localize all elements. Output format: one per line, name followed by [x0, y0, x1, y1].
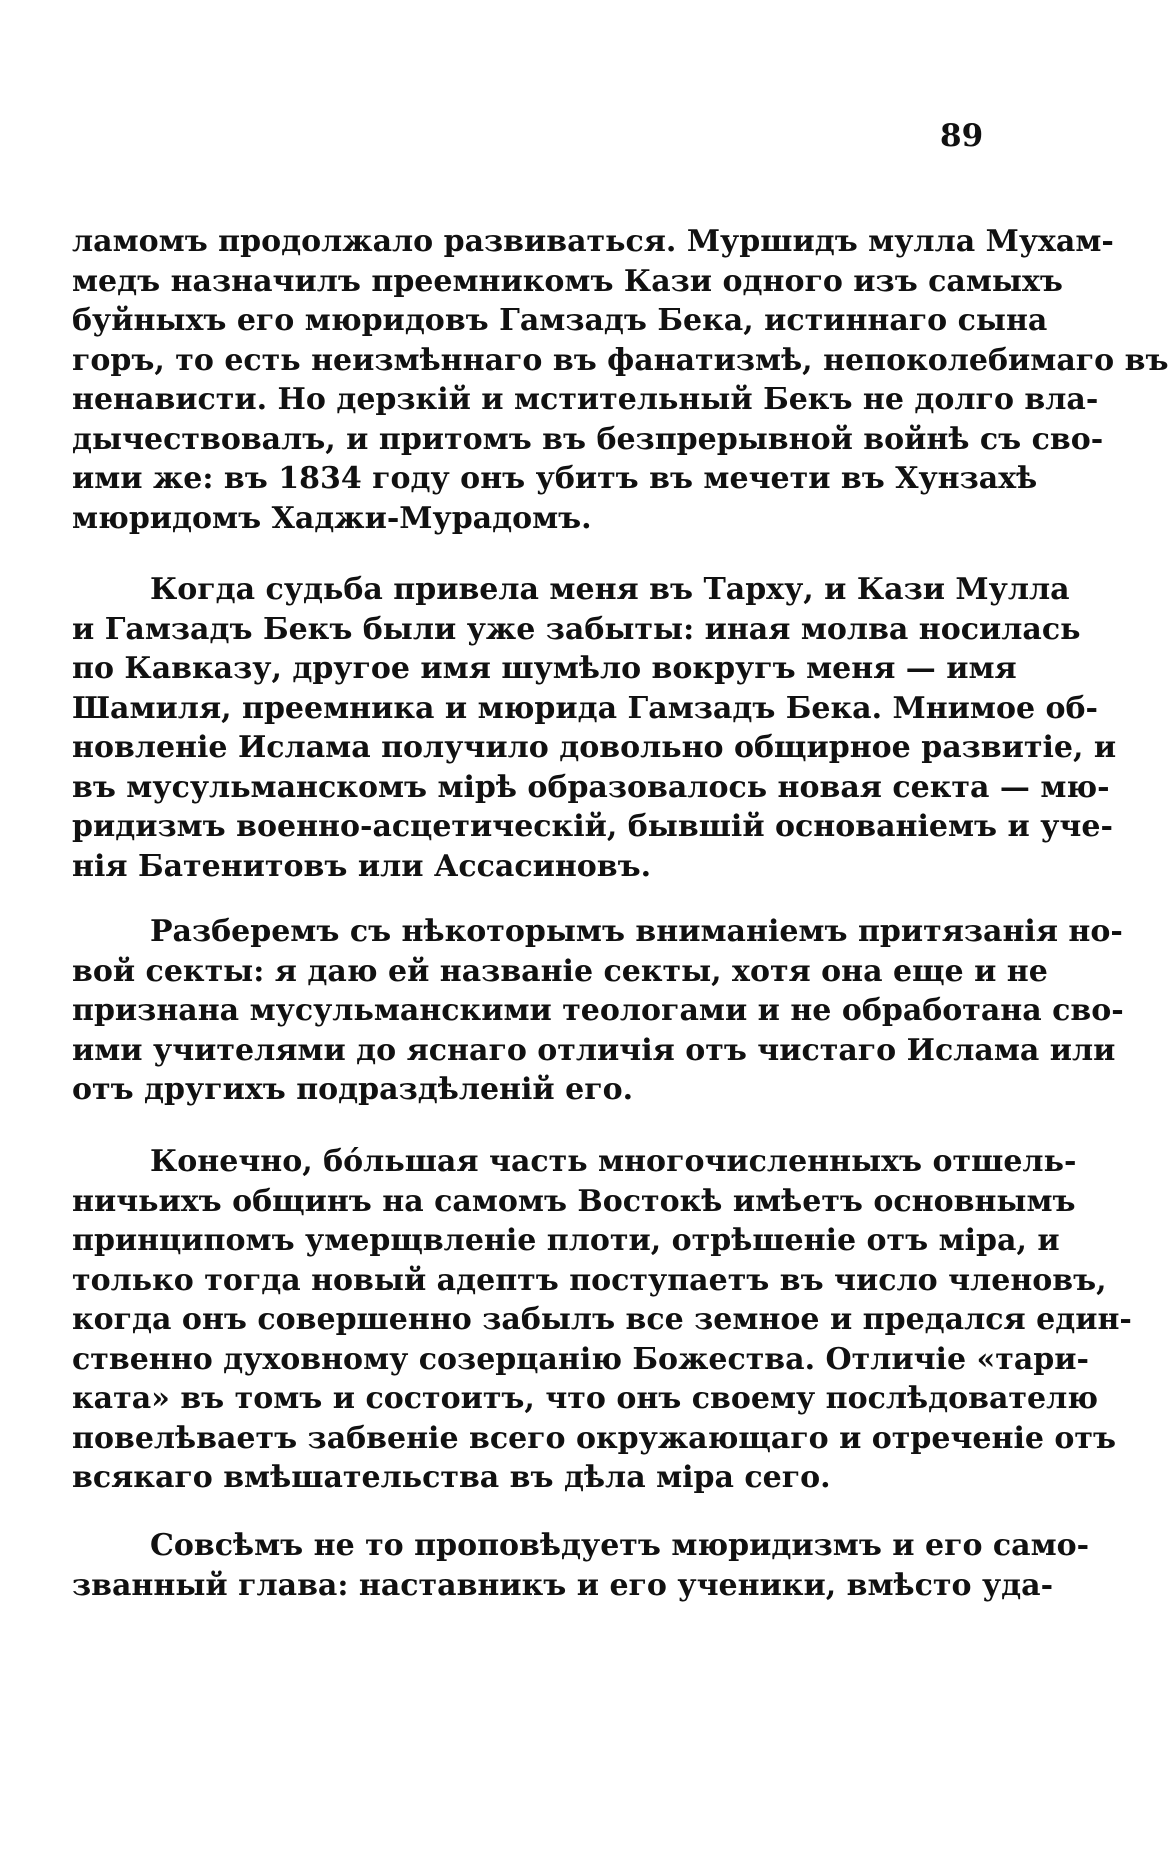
text-line: Когда судьба привела меня въ Тарху, и Кази Мулла — [150, 572, 1070, 607]
text-line: ничьихъ общинъ на самомъ Востокѣ имѣетъ основнымъ — [72, 1183, 1076, 1219]
text-line: медъ назначилъ преемникомъ Кази одного изъ самыхъ — [72, 263, 1063, 299]
text-line: отъ другихъ подраздѣленій его. — [72, 1072, 634, 1107]
text-line: признана мусульманскими теологами и не обработана сво- — [72, 993, 1124, 1028]
text-line: и Гамзадъ Бекъ были уже забыты: иная молва носилась — [72, 611, 1081, 647]
text-line: новленіе Ислама получило довольно общирное развитіе, и — [72, 730, 1117, 765]
text-line: ими учителями до яснаго отличія отъ чистаго Ислама или — [72, 1032, 1116, 1068]
text-line: Разберемъ съ нѣкоторымъ вниманіемъ притязанія но- — [150, 914, 1123, 949]
text-line: всякаго вмѣшательства въ дѣла міра сего. — [72, 1460, 831, 1495]
text-line: Шамиля, преемника и мюрида Гамзадъ Бека. Мнимое об- — [72, 690, 1098, 726]
text-line: только тогда новый адептъ поступаетъ въ число членовъ, — [72, 1262, 1107, 1298]
text-line: мюридомъ Хаджи-Мурадомъ. — [72, 500, 592, 536]
page-number: 89 — [940, 118, 984, 154]
paragraph-5 — [72, 1526, 1090, 1605]
text-line: повелѣваетъ забвеніе всего окружающаго и отреченіе отъ — [72, 1420, 1116, 1456]
paragraph-2 — [72, 570, 1117, 886]
text-line: Совсѣмъ не то проповѣдуетъ мюридизмъ и его само- — [150, 1528, 1090, 1563]
text-line: ката» въ томъ и состоитъ, что онъ своему послѣдователю — [72, 1381, 1099, 1416]
text-line: нія Батенитовъ или Ассасиновъ. — [72, 848, 652, 884]
text-line: Конечно, бóльшая часть многочисленныхъ отшель- — [150, 1144, 1077, 1179]
text-line: званный глава: наставникъ и его ученики, вмѣсто уда- — [72, 1567, 1054, 1603]
paragraph-1 — [72, 222, 1168, 538]
text-line: ственно духовному созерцанію Божества. Отличіе «тари- — [72, 1341, 1089, 1377]
text-line: принципомъ умерщвленіе плоти, отрѣшеніе отъ міра, и — [72, 1223, 1060, 1258]
text-line: дычествовалъ, и притомъ въ безпрерывной войнѣ съ сво- — [72, 421, 1104, 457]
text-line: вой секты: я даю ей названіе секты, хотя она еще и не — [72, 953, 1048, 989]
text-line: горъ, то есть неизмѣннаго въ фанатизмѣ, непоколебимаго въ — [72, 342, 1168, 378]
text-line: ненависти. Но дерзкій и мстительный Бекъ не долго вла- — [72, 382, 1099, 417]
text-line: въ мусульманскомъ мірѣ образовалось новая секта — мю- — [72, 769, 1110, 805]
text-line: ламомъ продолжало развиваться. Муршидъ мулла Мухам- — [72, 224, 1114, 259]
text-line: по Кавказу, другое имя шумѣло вокругъ меня — имя — [72, 651, 1017, 686]
text-line: ими же: въ 1834 году онъ убитъ въ мечети въ Хунзахѣ — [72, 461, 1038, 496]
text-line: ридизмъ военно-асцетическій, бывшій основаніемъ и уче- — [72, 809, 1113, 844]
paragraph-3 — [72, 912, 1124, 1110]
paragraph-4 — [72, 1142, 1132, 1498]
text-line: буйныхъ его мюридовъ Гамзадъ Бека, истиннаго сына — [72, 303, 1048, 338]
text-line: когда онъ совершенно забылъ все земное и предался един- — [72, 1302, 1132, 1337]
